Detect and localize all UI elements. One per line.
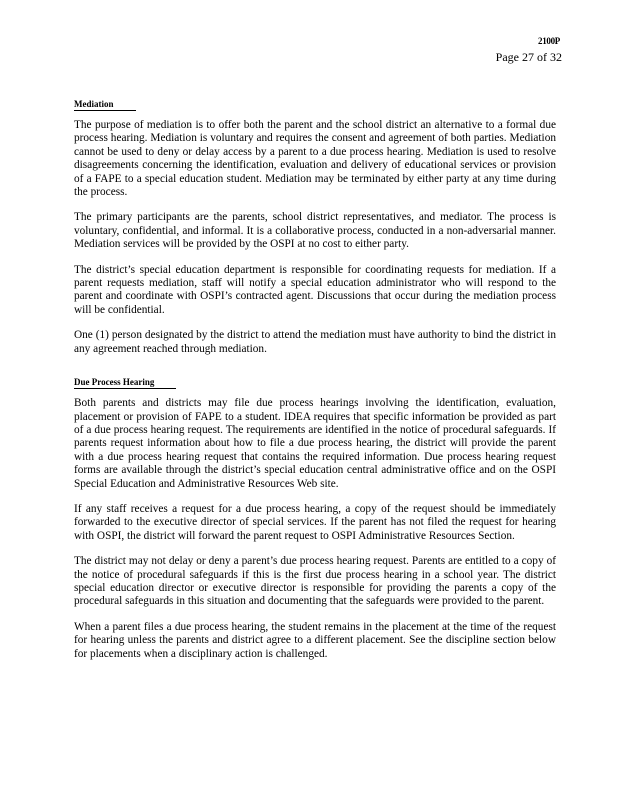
policy-code: 2100P: [538, 36, 560, 46]
paragraph: The primary participants are the parents, school district representatives, and mediator. The process is voluntary, confidential, and informal. It is a collaborative process, conducted in a non-adversarial manner. Mediation services will be provided by the OSPI at no cost to either party.: [74, 211, 556, 251]
paragraph: If any staff receives a request for a due process hearing, a copy of the request should be immediately forwarded to the executive director of special services. If the parent has not filed the request for hearing with OSPI, the district will forward the parent request to OSPI Administrative Resources Section.: [74, 502, 556, 542]
paragraph: The district may not delay or deny a parent’s due process hearing request. Parents are entitled to a copy of the notice of procedural safeguards if this is the first due process hearing in a school year. The district special education director or executive director is responsible for providing the parents a copy of the procedural safeguards in this situation and documenting that the safeguards were provided to the parent.: [74, 555, 556, 608]
paragraph: The purpose of mediation is to offer both the parent and the school district an alternative to a formal due process hearing. Mediation is voluntary and requires the consent and agreement of both parties. Mediation cannot be used to deny or delay access by a parent to a due process hearing. Mediation is used to resolve disagreements concerning the identification, evaluation and delivery of educational services or provision of a FAPE to a special education student. Mediation may be terminated by either party at any time during the process.: [74, 119, 556, 199]
document-body: [74, 94, 556, 673]
section-due-process-hearing: [74, 372, 556, 661]
page-number: Page 27 of 32: [495, 50, 562, 64]
paragraph: The district’s special education department is responsible for coordinating requests for mediation. If a parent requests mediation, staff will notify a special education administrator who will respond to the parent and coordinate with OSPI’s contracted agent. Discussions that occur during the mediation process will be confidential.: [74, 263, 556, 316]
section-mediation: [74, 94, 556, 356]
paragraph: One (1) person designated by the district to attend the mediation must have authority to bind the district in any agreement reached through mediation.: [74, 329, 556, 355]
section-heading: Due Process Hearing: [74, 377, 176, 389]
paragraph: Both parents and districts may file due process hearings involving the identification, evaluation, placement or provision of FAPE to a student. IDEA requires that specific information be provided as part of a due process hearing request. The requirements are identified in the notice of procedural safeguards. If parents request information about how to file a due process hearing, the district will provide the parent with a due process hearing request that contains the required information. Due process hearing request forms are available through the district’s special education central administrative office and on the OSPI Special Education and Administrative Resources Web site.: [74, 397, 556, 490]
section-heading: Mediation: [74, 99, 136, 111]
paragraph: When a parent files a due process hearing, the student remains in the placement at the time of the request for hearing unless the parents and district agree to a different placement. See the discipline section below for placements when a disciplinary action is challenged.: [74, 620, 556, 660]
